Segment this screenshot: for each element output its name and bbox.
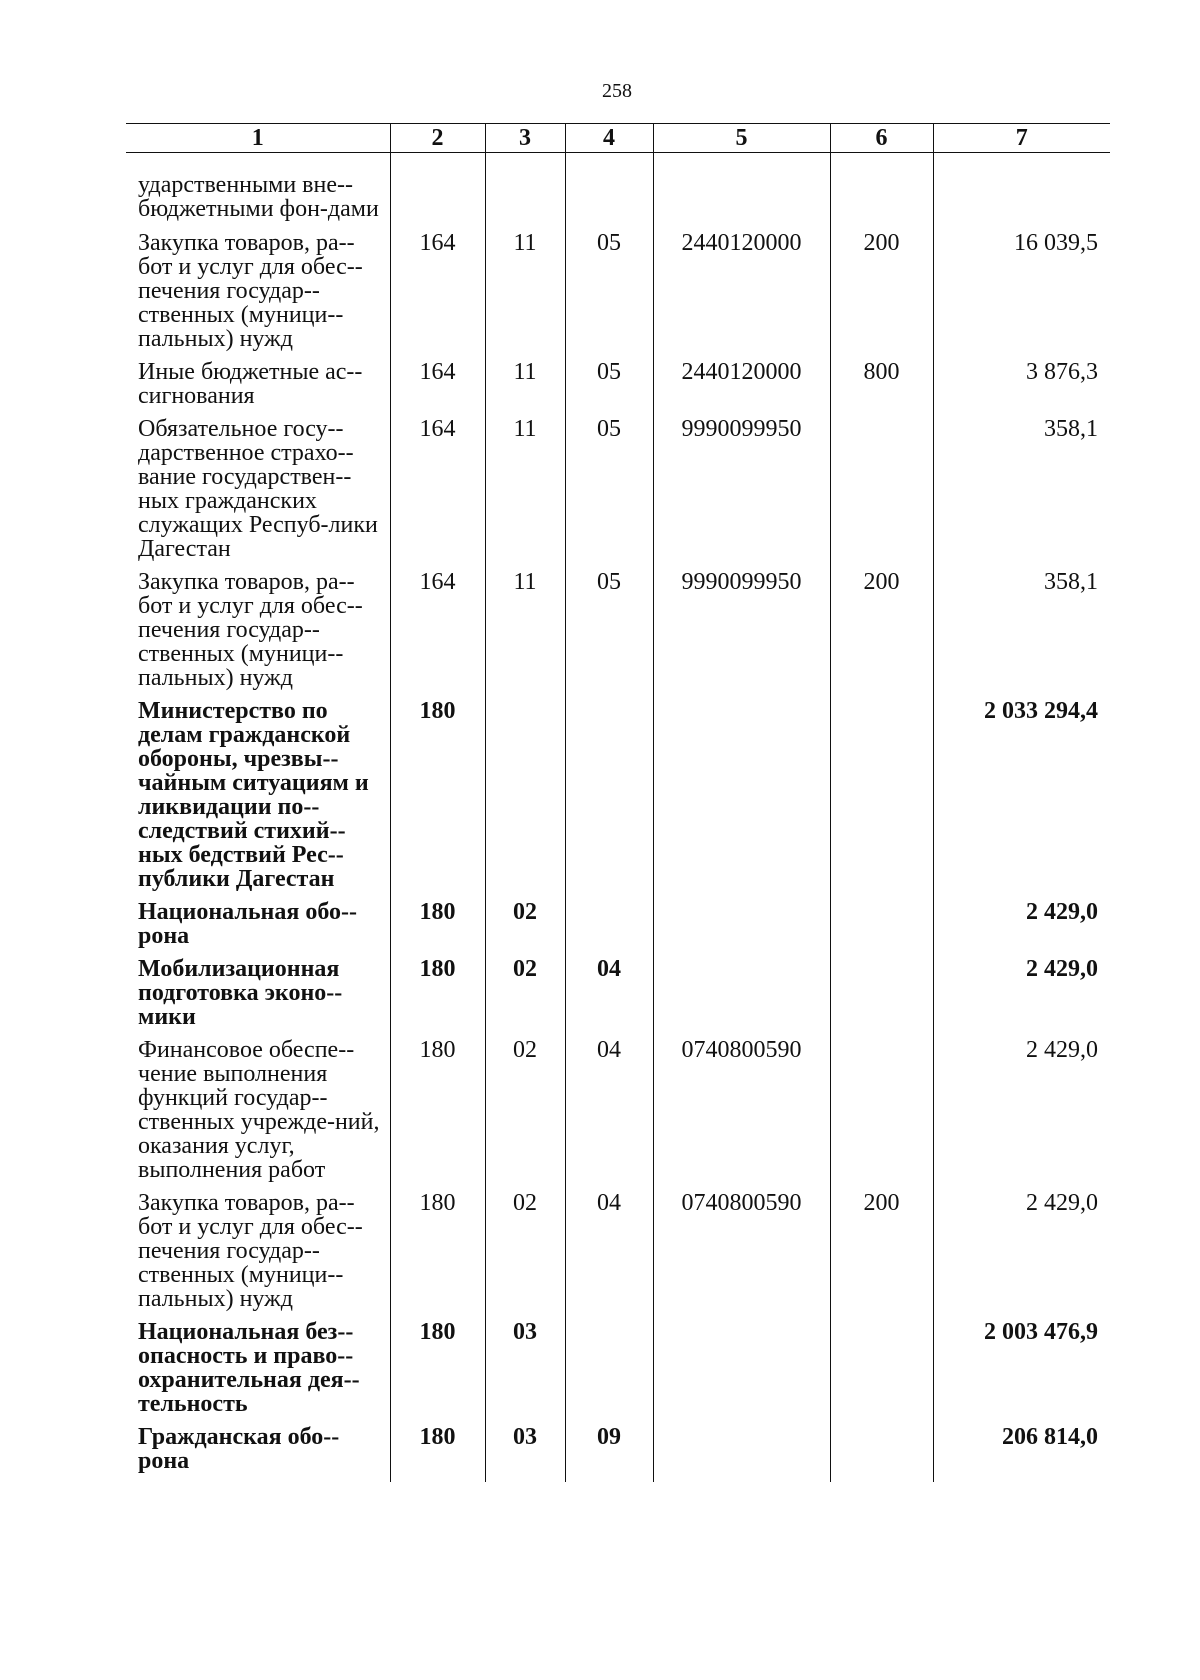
row-code-col-3: 03 xyxy=(485,1320,565,1425)
row-code-col-2: 180 xyxy=(390,1038,485,1191)
row-code-col-3: 02 xyxy=(485,957,565,1038)
row-name: ударственными вне-бюджетными фон-дами xyxy=(138,172,379,222)
row-code-col-6 xyxy=(830,1038,933,1191)
row-amount: 206 814,0 xyxy=(933,1425,1110,1482)
row-code-col-4 xyxy=(565,699,653,900)
row-code-col-3 xyxy=(485,699,565,900)
row-code-col-2: 180 xyxy=(390,957,485,1038)
row-amount: 2 429,0 xyxy=(933,1191,1110,1320)
row-code-col-2: 180 xyxy=(390,1320,485,1425)
row-code-col-4: 04 xyxy=(565,1038,653,1191)
row-name: Закупка товаров, ра-бот и услуг для обес-печения государ-ственных (муници-пальных) нужд xyxy=(138,569,363,691)
row-code-col-2: 164 xyxy=(390,360,485,417)
budget-table xyxy=(126,123,1110,1482)
spacer-row xyxy=(126,153,1110,174)
table-row xyxy=(126,957,1110,1038)
row-code-col-6: 200 xyxy=(830,1191,933,1320)
row-code-col-4: 04 xyxy=(565,1191,653,1320)
row-code-col-5 xyxy=(653,900,830,957)
row-code-col-3: 03 xyxy=(485,1425,565,1482)
row-name: Закупка товаров, ра-бот и услуг для обес-печения государ-ственных (муници-пальных) нужд xyxy=(138,1190,363,1312)
row-code-col-6 xyxy=(830,699,933,900)
row-code-col-6 xyxy=(830,900,933,957)
row-code-col-3: 02 xyxy=(485,1191,565,1320)
row-code-col-5: 0740800590 xyxy=(653,1191,830,1320)
row-code-col-5: 0740800590 xyxy=(653,1038,830,1191)
row-code-col-2 xyxy=(390,173,485,231)
row-code-col-5 xyxy=(653,1425,830,1482)
header-row xyxy=(126,124,1110,153)
row-code-col-5: 9990099950 xyxy=(653,570,830,699)
table-row xyxy=(126,900,1110,957)
table-row xyxy=(126,1191,1110,1320)
row-name: Иные бюджетные ас-сигнования xyxy=(138,359,363,409)
row-amount: 2 429,0 xyxy=(933,900,1110,957)
row-code-col-2: 164 xyxy=(390,570,485,699)
row-code-col-6 xyxy=(830,173,933,231)
row-code-col-6 xyxy=(830,417,933,570)
row-code-col-6: 200 xyxy=(830,570,933,699)
row-amount: 2 003 476,9 xyxy=(933,1320,1110,1425)
row-code-col-3: 11 xyxy=(485,570,565,699)
table-row xyxy=(126,173,1110,231)
row-code-col-2: 180 xyxy=(390,699,485,900)
row-code-col-2: 180 xyxy=(390,1425,485,1482)
header-col-1: 1 xyxy=(126,124,390,153)
header-col-7: 7 xyxy=(933,124,1110,153)
row-code-col-4 xyxy=(565,1320,653,1425)
row-code-col-2: 164 xyxy=(390,231,485,360)
row-name: Закупка товаров, ра-бот и услуг для обес-печения государ-ственных (муници-пальных) нужд xyxy=(138,230,363,352)
row-amount: 358,1 xyxy=(933,417,1110,570)
row-code-col-5 xyxy=(653,957,830,1038)
row-amount: 3 876,3 xyxy=(933,360,1110,417)
header-col-6: 6 xyxy=(830,124,933,153)
table-row xyxy=(126,231,1110,360)
row-code-col-3: 02 xyxy=(485,1038,565,1191)
row-name: Финансовое обеспе-чение выполнения функций государ-ственных учрежде-ний, оказания услуг, выполнения работ xyxy=(138,1037,380,1183)
row-code-col-5: 2440120000 xyxy=(653,360,830,417)
header-col-2: 2 xyxy=(390,124,485,153)
row-amount: 16 039,5 xyxy=(933,231,1110,360)
row-code-col-4: 05 xyxy=(565,360,653,417)
row-code-col-4: 09 xyxy=(565,1425,653,1482)
header-col-3: 3 xyxy=(485,124,565,153)
row-code-col-5: 9990099950 xyxy=(653,417,830,570)
table-row xyxy=(126,1425,1110,1482)
header-col-5: 5 xyxy=(653,124,830,153)
row-code-col-5 xyxy=(653,173,830,231)
table-row xyxy=(126,360,1110,417)
row-name: Национальная без-опасность и право-охранительная дея-тельность xyxy=(138,1319,360,1417)
row-name: Обязательное госу-дарственное страхо-вание государствен-ных гражданских служащих Респуб-лики Дагестан xyxy=(138,416,378,562)
row-code-col-2: 180 xyxy=(390,900,485,957)
row-code-col-6 xyxy=(830,957,933,1038)
row-code-col-3 xyxy=(485,173,565,231)
row-amount: 2 033 294,4 xyxy=(933,699,1110,900)
table-row xyxy=(126,699,1110,900)
row-code-col-5 xyxy=(653,699,830,900)
row-code-col-3: 11 xyxy=(485,417,565,570)
table-row xyxy=(126,1320,1110,1425)
table-row xyxy=(126,570,1110,699)
row-code-col-6: 200 xyxy=(830,231,933,360)
row-name: Гражданская обо-рона xyxy=(138,1424,340,1474)
row-code-col-4: 05 xyxy=(565,231,653,360)
row-amount xyxy=(933,173,1110,231)
row-code-col-3: 02 xyxy=(485,900,565,957)
table-row xyxy=(126,417,1110,570)
row-name: Национальная обо-рона xyxy=(138,899,358,949)
row-code-col-5: 2440120000 xyxy=(653,231,830,360)
row-name: Мобилизационная подготовка эконо-мики xyxy=(138,956,343,1030)
page-number: 258 xyxy=(602,80,632,102)
row-code-col-4 xyxy=(565,900,653,957)
row-amount: 358,1 xyxy=(933,570,1110,699)
row-code-col-3: 11 xyxy=(485,360,565,417)
row-code-col-4 xyxy=(565,173,653,231)
row-code-col-4: 05 xyxy=(565,570,653,699)
row-name: Министерство по делам гражданской обороны, чрезвы-чайным ситуациям и ликвидации по-следствий стихий-ных бедствий Рес-публики Дагестан xyxy=(138,698,369,892)
row-amount: 2 429,0 xyxy=(933,1038,1110,1191)
header-col-4: 4 xyxy=(565,124,653,153)
row-code-col-2: 164 xyxy=(390,417,485,570)
row-code-col-4: 04 xyxy=(565,957,653,1038)
row-code-col-6 xyxy=(830,1320,933,1425)
row-code-col-6 xyxy=(830,1425,933,1482)
row-code-col-6: 800 xyxy=(830,360,933,417)
row-code-col-3: 11 xyxy=(485,231,565,360)
row-code-col-5 xyxy=(653,1320,830,1425)
row-amount: 2 429,0 xyxy=(933,957,1110,1038)
table-row xyxy=(126,1038,1110,1191)
row-code-col-2: 180 xyxy=(390,1191,485,1320)
row-code-col-4: 05 xyxy=(565,417,653,570)
